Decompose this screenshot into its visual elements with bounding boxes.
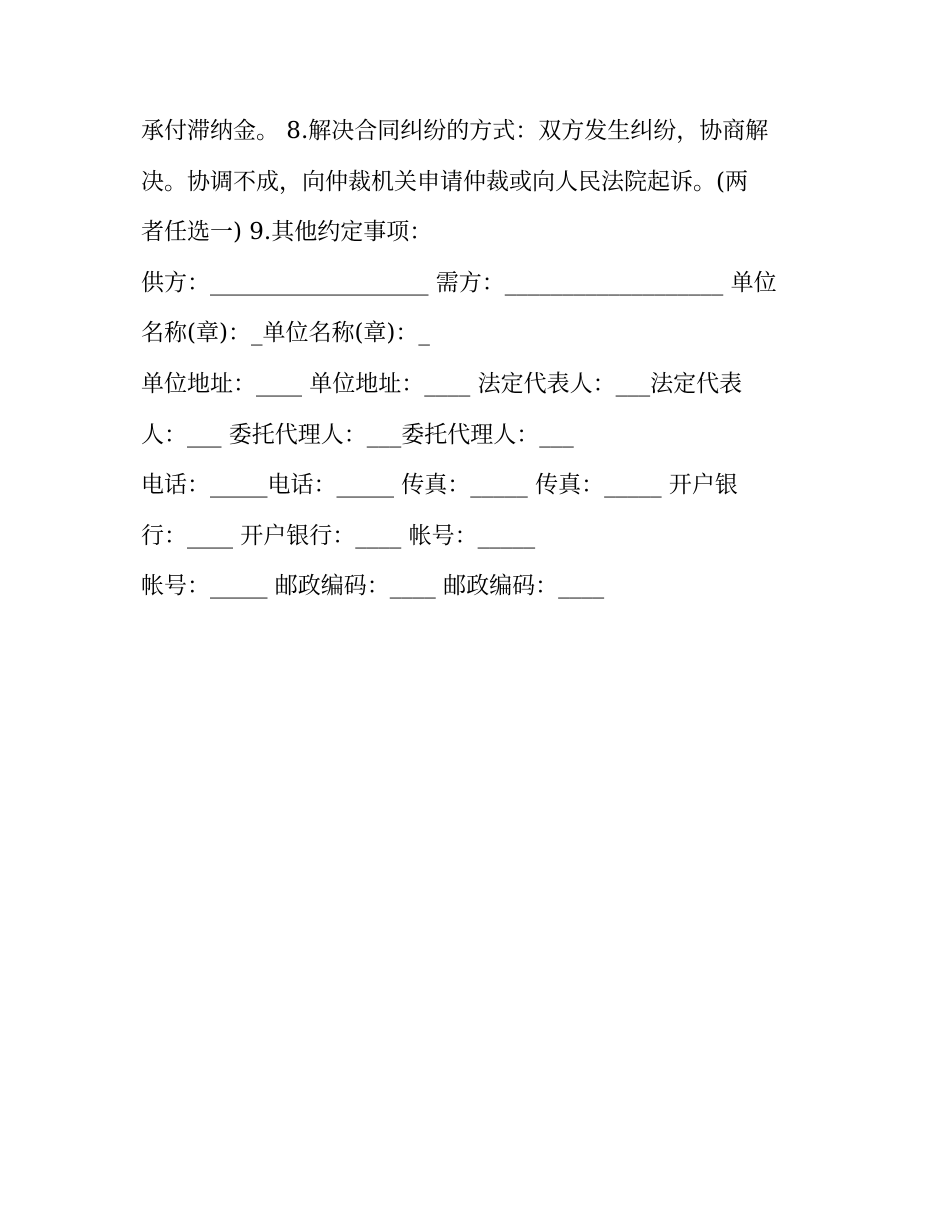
text-line: 供方：___________________ 需方：___________________ 单位: [141, 269, 777, 296]
text-line: 者任选一) 9.其他约定事项：: [141, 219, 433, 246]
text-line: 决。协调不成，向仲裁机关申请仲裁或向人民法院起诉。(两: [141, 168, 748, 195]
text-line: 单位地址：____ 单位地址：____ 法定代表人：___法定代表: [141, 370, 743, 397]
contract-text: [141, 106, 821, 612]
text-line: 人：___ 委托代理人：___委托代理人：___: [141, 421, 574, 448]
text-line: 承付滞纳金。 8.解决合同纠纷的方式：双方发生纠纷，协商解: [141, 118, 769, 144]
text-line: 电话：_____电话：_____ 传真：_____ 传真：_____ 开户银: [141, 472, 738, 499]
text-line: 名称(章)：_单位名称(章)：_: [141, 320, 430, 347]
text-line: 行：____ 开户银行：____ 帐号：_____: [141, 522, 536, 549]
text-line: 帐号：_____ 邮政编码：____ 邮政编码：____: [141, 573, 605, 600]
